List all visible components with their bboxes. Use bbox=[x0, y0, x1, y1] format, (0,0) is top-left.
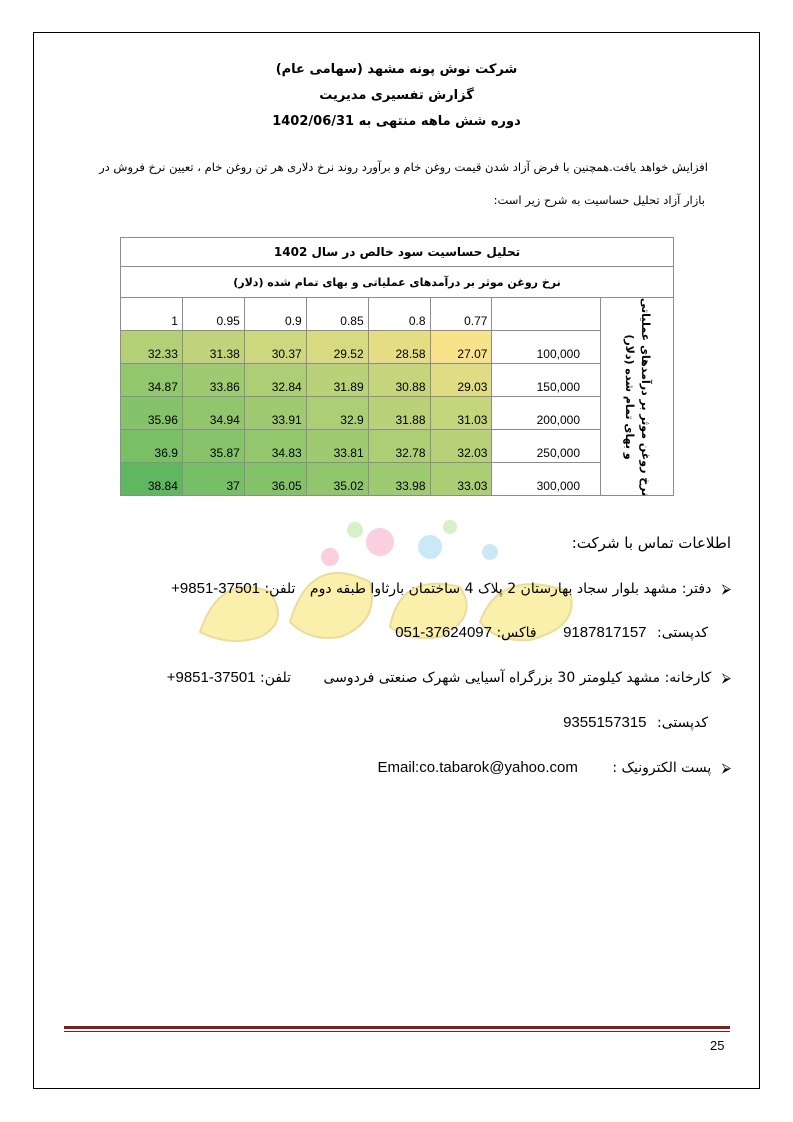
factory-line bbox=[167, 669, 731, 686]
email-address[interactable]: Email:co.tabarok@yahoo.com bbox=[377, 759, 578, 776]
table-cell: 32.33 bbox=[121, 331, 183, 364]
table-cell: 32.78 bbox=[368, 430, 430, 463]
table-cell: 33.86 bbox=[182, 364, 244, 397]
arrow-bullet-icon: ⮚ bbox=[721, 582, 731, 597]
rate-header: 0.77 bbox=[430, 298, 492, 331]
factory-postal-line bbox=[563, 714, 708, 731]
table-cell: 33.81 bbox=[306, 430, 368, 463]
factory-postal: 9355157315 bbox=[563, 714, 647, 731]
office-line bbox=[171, 580, 731, 597]
table-cell: 31.38 bbox=[182, 331, 244, 364]
table-cell: 30.37 bbox=[244, 331, 306, 364]
table-cell: 35.02 bbox=[306, 463, 368, 496]
table-cell: 38.84 bbox=[121, 463, 183, 496]
fax-number: 051-37624097 bbox=[395, 624, 492, 641]
table-cell: 32.03 bbox=[430, 430, 492, 463]
postal-label: کدپستی: bbox=[656, 715, 708, 731]
row-label: 250,000 bbox=[492, 430, 601, 463]
office-address: دفتر: مشهد بلوار سجاد بهارستان 2 پلاک 4 ساختمان بارثاوا طبقه دوم bbox=[309, 581, 712, 597]
office-postal: 9187817157 bbox=[563, 624, 647, 641]
row-label: 200,000 bbox=[492, 397, 601, 430]
table-cell: 36.05 bbox=[244, 463, 306, 496]
body-paragraph-line1: افزایش خواهد یافت.همچنین با فرض آزاد شدن قیمت روغن خام و برآورد روند نرخ دلاری هر تن روغن خام ، تعیین نرخ فروش در bbox=[99, 160, 708, 174]
table-cell: 29.03 bbox=[430, 364, 492, 397]
email-label: پست الکترونیک : bbox=[612, 760, 712, 776]
report-title: گزارش تفسیری مدیریت bbox=[319, 88, 474, 103]
side-label-cell bbox=[601, 298, 674, 496]
table-title: تحلیل حساسیت سود خالص در سال 1402 bbox=[121, 238, 674, 267]
table-cell: 31.89 bbox=[306, 364, 368, 397]
factory-phone-label: تلفن: bbox=[260, 670, 292, 686]
office-phone: +9851-37501 bbox=[171, 580, 260, 597]
table-row bbox=[121, 430, 674, 463]
footer-rule-thin bbox=[64, 1031, 730, 1032]
table-row bbox=[121, 397, 674, 430]
office-postal-line bbox=[395, 624, 708, 641]
rate-header: 1 bbox=[121, 298, 183, 331]
row-label: 150,000 bbox=[492, 364, 601, 397]
table-cell: 37 bbox=[182, 463, 244, 496]
fax-label: فاکس: bbox=[496, 625, 537, 641]
table-cell: 36.9 bbox=[121, 430, 183, 463]
rate-header: 0.85 bbox=[306, 298, 368, 331]
row-label: 100,000 bbox=[492, 331, 601, 364]
contact-heading: اطلاعات تماس با شرکت: bbox=[571, 534, 731, 552]
table-cell: 28.58 bbox=[368, 331, 430, 364]
table-cell: 34.94 bbox=[182, 397, 244, 430]
table-row bbox=[121, 331, 674, 364]
table-cell: 31.03 bbox=[430, 397, 492, 430]
table-cell: 29.52 bbox=[306, 331, 368, 364]
table-cell: 33.91 bbox=[244, 397, 306, 430]
page-number: 25 bbox=[710, 1038, 725, 1053]
table-row bbox=[121, 463, 674, 496]
table-cell: 32.9 bbox=[306, 397, 368, 430]
table-cell: 31.88 bbox=[368, 397, 430, 430]
side-label-line1: نرخ روغن موثر بر درآمدهای عملیاتی bbox=[639, 297, 652, 496]
email-line bbox=[378, 759, 731, 776]
table-row bbox=[121, 364, 674, 397]
company-title: شرکت نوش پونه مشهد (سهامی عام) bbox=[275, 62, 518, 77]
table-cell: 34.87 bbox=[121, 364, 183, 397]
body-paragraph-line2: بازار آزاد تحلیل حساسیت به شرح زیر است: bbox=[493, 193, 705, 207]
table-subtitle: نرخ روغن موثر بر درآمدهای عملیاتی و بهای تمام شده (دلار) bbox=[121, 267, 674, 298]
table-cell: 34.83 bbox=[244, 430, 306, 463]
table-cell: 35.96 bbox=[121, 397, 183, 430]
table-cell: 30.88 bbox=[368, 364, 430, 397]
arrow-bullet-icon: ⮚ bbox=[721, 761, 731, 776]
side-label-line2: و بهای تمام شده (دلار) bbox=[623, 333, 636, 460]
table-cell: 33.98 bbox=[368, 463, 430, 496]
table-cell: 32.84 bbox=[244, 364, 306, 397]
arrow-bullet-icon: ⮚ bbox=[721, 671, 731, 686]
footer-rule bbox=[64, 1026, 730, 1029]
table-header-row bbox=[121, 298, 674, 331]
office-phone-label: تلفن: bbox=[264, 581, 296, 597]
table-cell: 27.07 bbox=[430, 331, 492, 364]
factory-address: کارخانه: مشهد کیلومتر 30 بزرگراه آسیایی شهرک صنعتی فردوسی bbox=[323, 670, 712, 686]
rate-header: 0.8 bbox=[368, 298, 430, 331]
row-label: 300,000 bbox=[492, 463, 601, 496]
rate-header: 0.9 bbox=[244, 298, 306, 331]
sensitivity-table bbox=[120, 237, 674, 496]
rate-header: 0.95 bbox=[182, 298, 244, 331]
period-title: دوره شش ماهه منتهی به 1402/06/31 bbox=[272, 114, 521, 129]
factory-phone: +9851-37501 bbox=[166, 669, 256, 686]
corner-cell bbox=[492, 298, 601, 331]
table-cell: 33.03 bbox=[430, 463, 492, 496]
table-cell: 35.87 bbox=[182, 430, 244, 463]
postal-label: کدپستی: bbox=[656, 625, 708, 641]
